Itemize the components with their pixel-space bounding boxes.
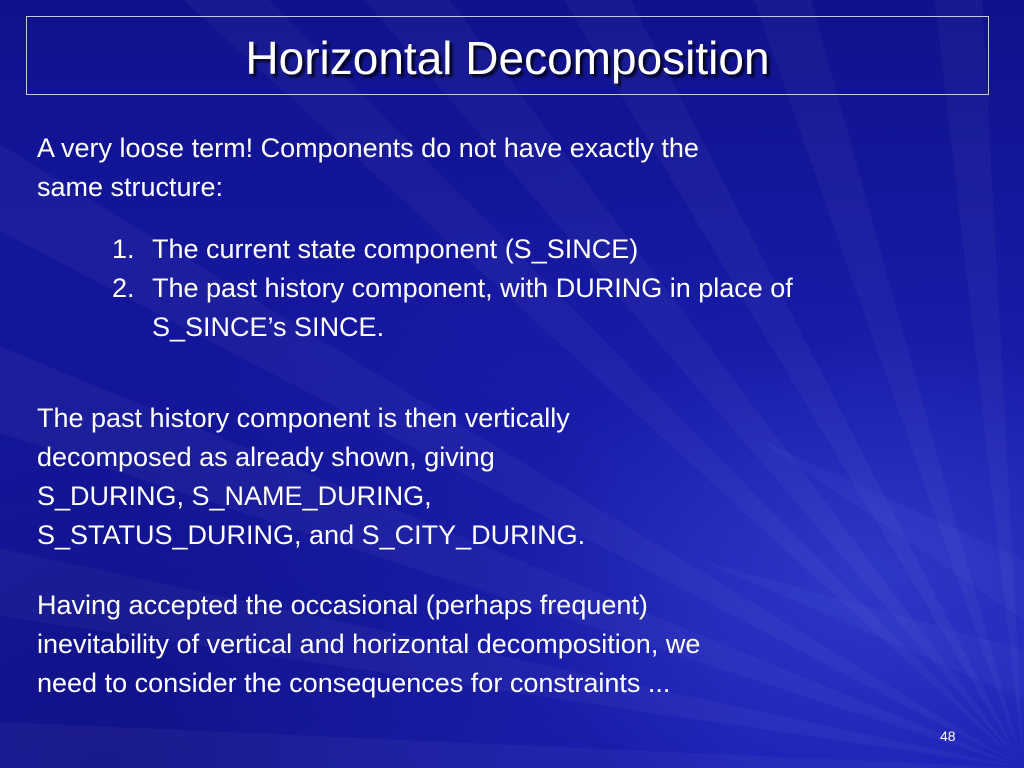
list-item-text: S_SINCE’s SINCE. [152,312,385,342]
paragraph-line: Having accepted the occasional (perhaps frequent) [37,590,648,620]
paragraph-line: decomposed as already shown, giving [37,442,495,472]
paragraph-line: The past history component is then vertically [37,403,570,433]
numbered-list [112,230,793,347]
constraints-paragraph [37,586,700,703]
list-item-continuation [112,308,793,347]
intro-paragraph [37,129,699,207]
intro-line: A very loose term! Components do not have exactly the [37,133,699,163]
title-box [26,16,989,95]
list-item-text: The past history component, with DURING in place of [152,273,793,303]
intro-line: same structure: [37,172,224,202]
paragraph-line: S_DURING, S_NAME_DURING, [37,481,432,511]
list-item [112,269,793,308]
page-number: 48 [940,728,956,744]
decomposition-paragraph [37,399,585,555]
list-item [112,230,793,269]
list-item-text: The current state component (S_SINCE) [152,234,639,264]
paragraph-line: S_STATUS_DURING, and S_CITY_DURING. [37,520,586,550]
paragraph-line: inevitability of vertical and horizontal decomposition, we [37,629,701,659]
list-item-number: 1. [112,234,135,264]
list-item-number: 2. [112,273,135,303]
paragraph-line: need to consider the consequences for constraints ... [37,668,671,698]
slide-title: Horizontal Decomposition [245,31,770,84]
